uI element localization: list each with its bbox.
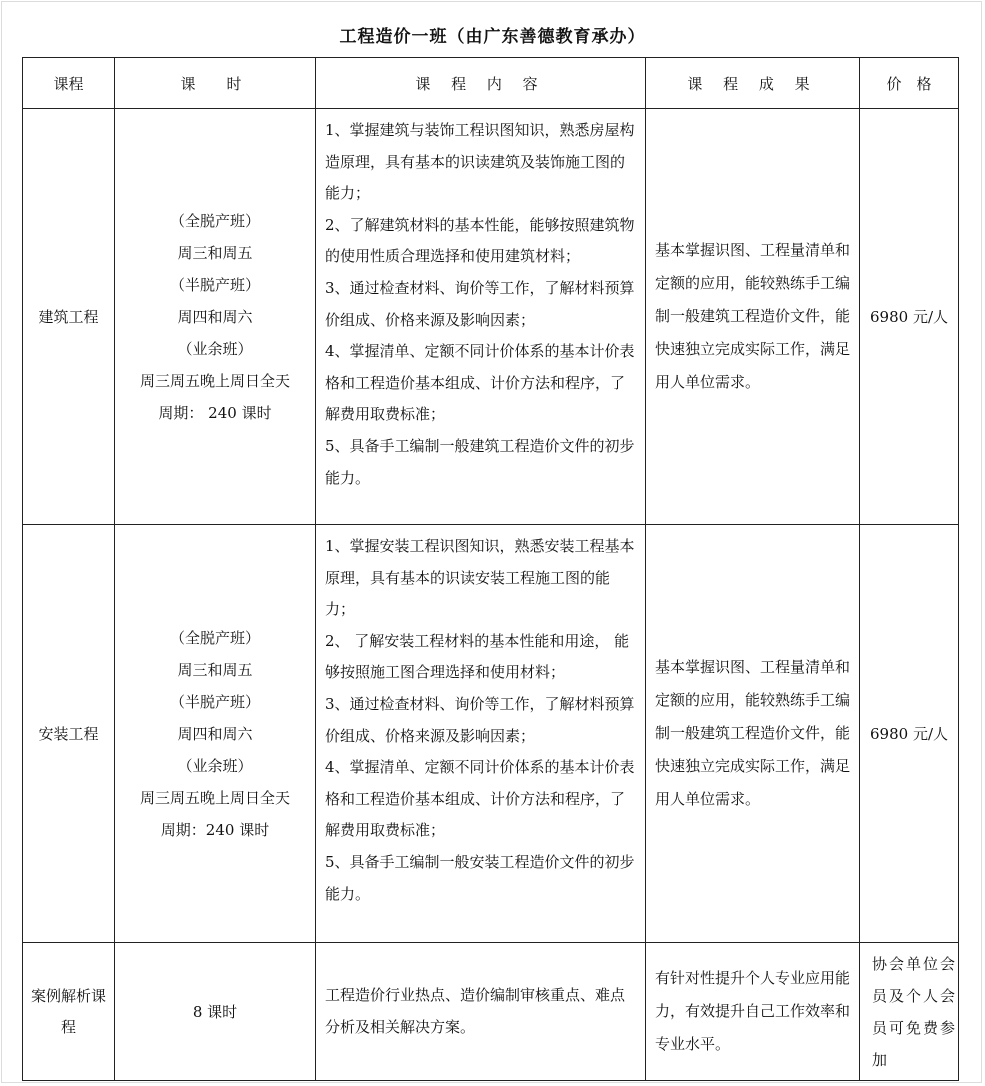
course-name: 安装工程 [23, 525, 115, 943]
header-result: 课 程 成 果 [646, 58, 860, 109]
course-content [316, 943, 646, 1081]
table-row [23, 109, 959, 525]
course-price: 6980 元/人 [860, 109, 959, 525]
course-content [316, 525, 646, 943]
hours-line: 8 课时 [192, 1002, 238, 1021]
hours-line: 周四和周六 [177, 307, 253, 326]
course-result: 基本掌握识图、工程量清单和定额的应用，能较熟练手工编制一般建筑工程造价文件，能快速独立完成实际工作，满足用人单位需求。 [646, 109, 860, 525]
hours-line: 周四和周六 [177, 724, 253, 743]
table-row [23, 525, 959, 943]
content-item: 3、通过检查材料、询价等工作，了解材料预算价组成、价格来源及影响因素； [325, 278, 635, 329]
content-item: 4、掌握清单、定额不同计价体系的基本计价表格和工程造价基本组成、计价方法和程序，了解费用取费标准； [325, 758, 635, 840]
header-course: 课程 [23, 58, 115, 109]
hours-line: 周三和周五 [177, 660, 253, 679]
content-item: 2、 了解安装工程材料的基本性能和用途， 能够按照施工图合理选择和使用材料； [325, 631, 630, 682]
course-table [22, 57, 959, 1081]
hours-line: （业余班） [177, 339, 253, 358]
header-content: 课 程 内 容 [316, 58, 646, 109]
content-item: 工程造价行业热点、造价编制审核重点、难点分析及相关解决方案。 [325, 985, 626, 1036]
course-result: 有针对性提升个人专业应用能力，有效提升自己工作效率和专业水平。 [646, 943, 860, 1081]
table-row [23, 943, 959, 1081]
header-price: 价 格 [860, 58, 959, 109]
content-item: 4、掌握清单、定额不同计价体系的基本计价表格和工程造价基本组成、计价方法和程序，了解费用取费标准； [325, 342, 635, 424]
page-title: 工程造价一班（由广东善德教育承办） [339, 27, 646, 47]
hours-line: 周三周五晚上周日全天 [139, 788, 290, 807]
hours-line: 周期： 240 课时 [158, 403, 272, 422]
course-name: 建筑工程 [23, 109, 115, 525]
course-hours [115, 525, 316, 943]
hours-line: 周三和周五 [177, 243, 253, 262]
course-result: 基本掌握识图、工程量清单和定额的应用，能较熟练手工编制一般建筑工程造价文件，能快速独立完成实际工作，满足用人单位需求。 [646, 525, 860, 943]
hours-line: （全脱产班） [169, 628, 260, 647]
hours-line: 周期：240 课时 [160, 820, 270, 839]
content-item: 5、具备手工编制一般建筑工程造价文件的初步能力。 [325, 436, 635, 487]
content-item: 2、了解建筑材料的基本性能，能够按照建筑物的使用性质合理选择和使用建筑材料； [325, 215, 635, 266]
hours-line: （半脱产班） [169, 692, 260, 711]
hours-line: （全脱产班） [169, 211, 260, 230]
course-price: 6980 元/人 [860, 525, 959, 943]
course-hours [115, 109, 316, 525]
hours-line: （半脱产班） [169, 275, 260, 294]
hours-line: （业余班） [177, 756, 253, 775]
course-hours [115, 943, 316, 1081]
content-item: 3、通过检查材料、询价等工作，了解材料预算价组成、价格来源及影响因素； [325, 694, 635, 745]
content-item: 5、具备手工编制一般安装工程造价文件的初步能力。 [325, 852, 635, 903]
course-name: 案例解析课程 [23, 943, 115, 1081]
course-content [316, 109, 646, 525]
header-hours: 课 时 [115, 58, 316, 109]
hours-line: 周三周五晚上周日全天 [139, 371, 290, 390]
table-header-row [23, 58, 959, 109]
content-item: 1、掌握建筑与装饰工程识图知识，熟悉房屋构造原理，具有基本的识读建筑及装饰施工图的能力； [325, 121, 635, 203]
course-price: 协会单位会员及个人会员可免费参加 [860, 943, 959, 1081]
content-item: 1、掌握安装工程识图知识，熟悉安装工程基本原理，具有基本的识读安装工程施工图的能力； [325, 537, 635, 619]
